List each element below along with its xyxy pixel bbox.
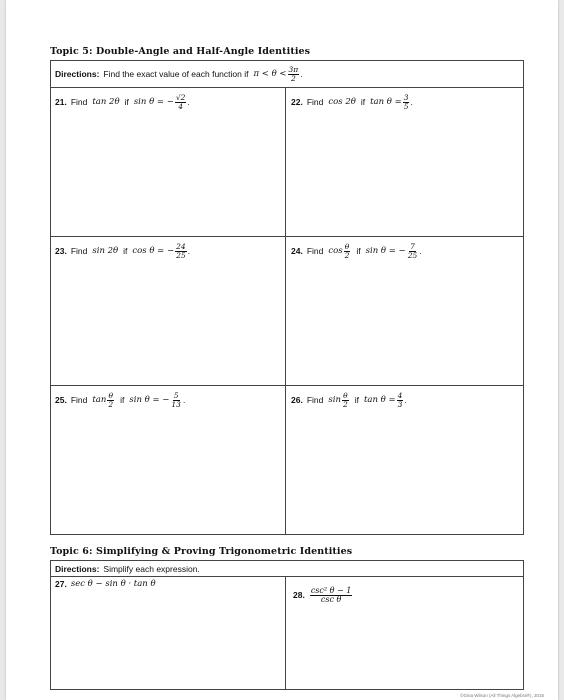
problem-number: 25. (55, 395, 67, 405)
problem-number: 27. (55, 579, 67, 589)
problem-number: 23. (55, 246, 67, 256)
divider (50, 236, 524, 237)
fraction-numerator: 4 (397, 390, 403, 400)
fraction-numerator: 3π (288, 64, 299, 74)
directions-text: Find the exact value of each function if (103, 69, 249, 79)
half-angle-fraction (342, 392, 349, 409)
problem-24 (291, 240, 422, 262)
problem-22 (291, 91, 413, 113)
fraction-numerator: csc² θ − 1 (310, 585, 352, 595)
topic5-title: Topic 5: Double-Angle and Half-Angle Identities (50, 46, 311, 57)
given-fraction (175, 92, 190, 111)
problem-number: 28. (293, 590, 305, 600)
divider (50, 87, 524, 88)
given-expr: sin θ = − (365, 246, 406, 256)
expression: sec θ − sin θ · tan θ (70, 579, 156, 589)
given-expr: tan θ = (370, 97, 402, 107)
given-expr: sin θ = − (133, 97, 174, 107)
fraction-denominator: 25 (176, 250, 186, 260)
given-expr: cos θ = − (132, 246, 175, 256)
divider (50, 385, 524, 386)
fraction-numerator: √2 (175, 92, 186, 102)
period: . (404, 395, 407, 405)
fraction-numerator: θ (108, 390, 113, 400)
problem-26 (291, 389, 407, 411)
topic5-table (50, 60, 524, 535)
if-text: if (356, 246, 361, 256)
given-fraction (175, 243, 187, 260)
condition-left: π < θ < (253, 69, 287, 79)
period: . (187, 246, 191, 256)
fraction-denominator: 2 (342, 399, 348, 409)
function-expr: tan 2θ (92, 97, 120, 107)
directions-text: Simplify each expression. (103, 564, 200, 574)
fraction-denominator: 2 (344, 250, 350, 260)
problem-number: 22. (291, 97, 303, 107)
topic5-directions (55, 64, 303, 84)
fraction-denominator: 5 (403, 101, 409, 111)
problem-27 (55, 577, 156, 591)
fraction-denominator: csc θ (320, 594, 342, 604)
given-fraction (407, 241, 422, 260)
problem-21 (55, 91, 190, 113)
find-text: Find (306, 97, 324, 107)
fraction-numerator: 5 (173, 390, 179, 400)
fraction-denominator: 13 (171, 399, 181, 409)
find-text: Find (70, 395, 88, 405)
topic6-title: Topic 6: Simplifying & Proving Trigonometric Identities (50, 546, 353, 557)
function-expr: tan (92, 395, 107, 405)
find-text: Find (306, 246, 324, 256)
fraction-denominator: 2 (290, 73, 296, 83)
if-text: if (123, 246, 128, 256)
copyright-footer: ©Gina Wilson (All Things Algebra®), 2016 (460, 693, 544, 698)
expression-fraction (310, 587, 353, 604)
if-text: if (354, 395, 359, 405)
given-expr: tan θ = (363, 395, 396, 405)
directions-label: Directions: (55, 564, 100, 574)
find-text: Find (70, 246, 88, 256)
period: . (182, 395, 186, 405)
problem-number: 21. (55, 97, 67, 107)
if-text: if (120, 395, 125, 405)
given-fraction (170, 392, 182, 409)
divider (285, 576, 286, 690)
fraction-denominator: 3 (397, 399, 403, 409)
function-expr: sin (328, 395, 341, 405)
problem-number: 24. (291, 246, 303, 256)
fraction-denominator: 4 (178, 101, 184, 111)
problem-25 (55, 389, 185, 411)
given-fraction (397, 390, 407, 409)
half-angle-fraction (107, 392, 114, 409)
given-expr: sin θ = − (129, 395, 170, 405)
fraction-denominator: 25 (407, 250, 418, 260)
period: . (419, 246, 422, 256)
find-text: Find (306, 395, 324, 405)
if-text: if (360, 97, 366, 107)
find-text: Find (70, 97, 88, 107)
function-expr: cos 2θ (328, 97, 356, 107)
problem-23 (55, 240, 190, 262)
function-expr: sin 2θ (92, 246, 119, 256)
fraction-numerator: 7 (410, 241, 415, 251)
condition-end: . (300, 69, 303, 79)
directions-label: Directions: (55, 69, 100, 79)
topic6-directions (55, 562, 200, 576)
period: . (187, 97, 190, 107)
fraction-numerator: 24 (176, 241, 186, 251)
condition-fraction (288, 64, 303, 83)
given-fraction (403, 92, 413, 111)
problem-number: 26. (291, 395, 303, 405)
function-expr: cos (328, 246, 343, 256)
worksheet-page (6, 0, 558, 700)
fraction-denominator: 2 (108, 399, 114, 409)
fraction-numerator: 3 (403, 92, 409, 102)
if-text: if (124, 97, 129, 107)
problem-28 (293, 580, 353, 610)
fraction-numerator: θ (343, 390, 348, 400)
fraction-numerator: θ (344, 241, 350, 251)
half-angle-fraction (344, 243, 351, 260)
period: . (410, 97, 413, 107)
divider (285, 87, 286, 535)
